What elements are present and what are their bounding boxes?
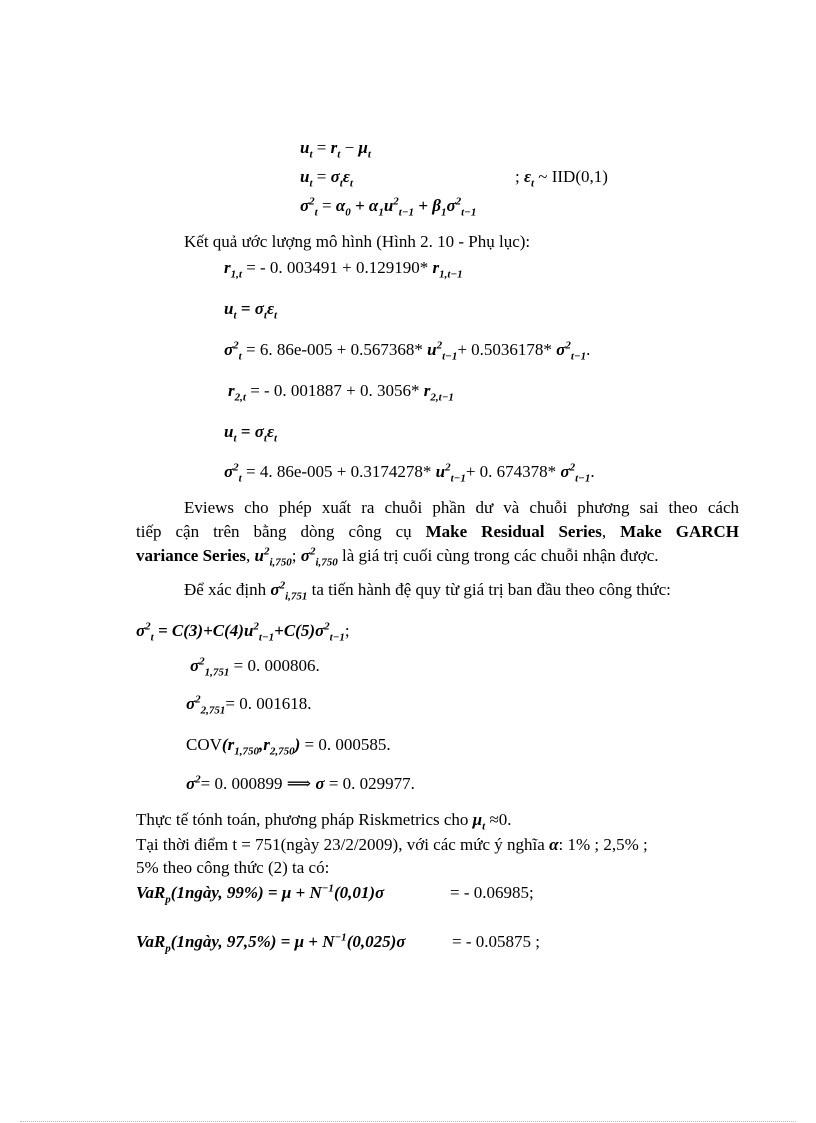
para1-line1: Eviews cho phép xuất ra chuỗi phần dư và chuỗi phương sai theo cách xyxy=(184,498,739,517)
est2-sigma-eq: $\sigma^2_t = 4$. 86e-005 + 0.3174278* $u^2_{t-1}+ 0$. 674378* $\sigma^2_{t-1}$. xyxy=(224,461,595,485)
para3-line1: Thực tế tónh toán, phương pháp Riskmetrics cho $\mu_t \approx 0$. xyxy=(136,810,512,833)
value-sigma2: $\sigma^2_{2,751}= 0$. 001618. xyxy=(186,693,312,717)
est1-r-eq: $r_{1,t}$ = - 0. 003491 + 0.129190* $r_{1,t-1}$ xyxy=(224,258,463,281)
model-eq-u-sigma: $u_t = \sigma_t\varepsilon_t$ xyxy=(300,167,353,190)
model-eq-sigma: $\sigma^2_t = \alpha_0 + \alpha_1u^2_{t-1} + \beta_1\sigma^2_{t-1}$ xyxy=(300,195,477,219)
estimation-intro: Kết quả ước lượng mô hình (Hình 2. 10 - Phụ lục): xyxy=(184,232,531,251)
para1-line2: tiếp cận trên bằng dòng công cụ Make Residual Series, Make GARCH xyxy=(136,522,739,541)
est2-u-eq: $u_t = \sigma_t\varepsilon_t$ xyxy=(224,422,277,445)
value-sigma1: $\sigma^2_{1,751} = 0$. 000806. xyxy=(190,655,320,679)
para1-line3: variance Series, $u^2_{i,750}$; $\sigma^2_{i,750}$ là giá trị cuối cùng trong các chuỗi nhận được. xyxy=(136,545,659,569)
value-sigma: $\sigma^2= 0$. 000899 ⟹ σ = 0. 029977. xyxy=(186,773,415,793)
est1-sigma-eq: $\sigma^2_t = 6$. 86e-005 + 0.567368* $u^2_{t-1}+ 0.5036178*$ $\sigma^2_{t-1}$. xyxy=(224,339,591,363)
var-99-value: = - 0.06985; xyxy=(450,883,534,902)
value-cov: $COV(r_{1,750},r_{2,750}) = 0$. 000585. xyxy=(186,735,391,758)
para3-line2: Tại thời điểm t = 751(ngày 23/2/2009), với các mức ý nghĩa α: 1% ; 2,5% ; xyxy=(136,835,648,854)
model-distribution: ; $\varepsilon_t$ ~ IID(0,1) xyxy=(515,167,608,190)
var-99: VaR$_p$(1ngày, $99\%) = \mu + N^{-1}(0,01)\sigma$ xyxy=(136,882,385,906)
est1-u-eq: $u_t = \sigma_t\varepsilon_t$ xyxy=(224,299,277,322)
page-bottom-divider xyxy=(20,1121,796,1122)
model-eq-u: $u_t = r_t - \mu_t$ xyxy=(300,138,371,161)
est2-r-eq: $r_{2,t}$ = - 0. 001887 + 0. 3056* $r_{2,t-1}$ xyxy=(228,381,454,404)
var-975-value: = - 0.05875 ; xyxy=(452,932,540,951)
var-975: VaR$_p$(1ngày, $97,5\%) = \mu + N^{-1}(0,025)\sigma$ xyxy=(136,931,406,955)
recursion-formula: $\sigma^2_t = C(3)+C(4)u^2_{t-1}+C(5)\sigma^2_{t-1}$; xyxy=(136,620,350,644)
para3-line3: 5% theo công thức (2) ta có: xyxy=(136,858,330,877)
para2: Để xác định $\sigma^2_{i,751}$ ta tiến hành đệ quy từ giá trị ban đầu theo công thức: xyxy=(184,579,671,603)
